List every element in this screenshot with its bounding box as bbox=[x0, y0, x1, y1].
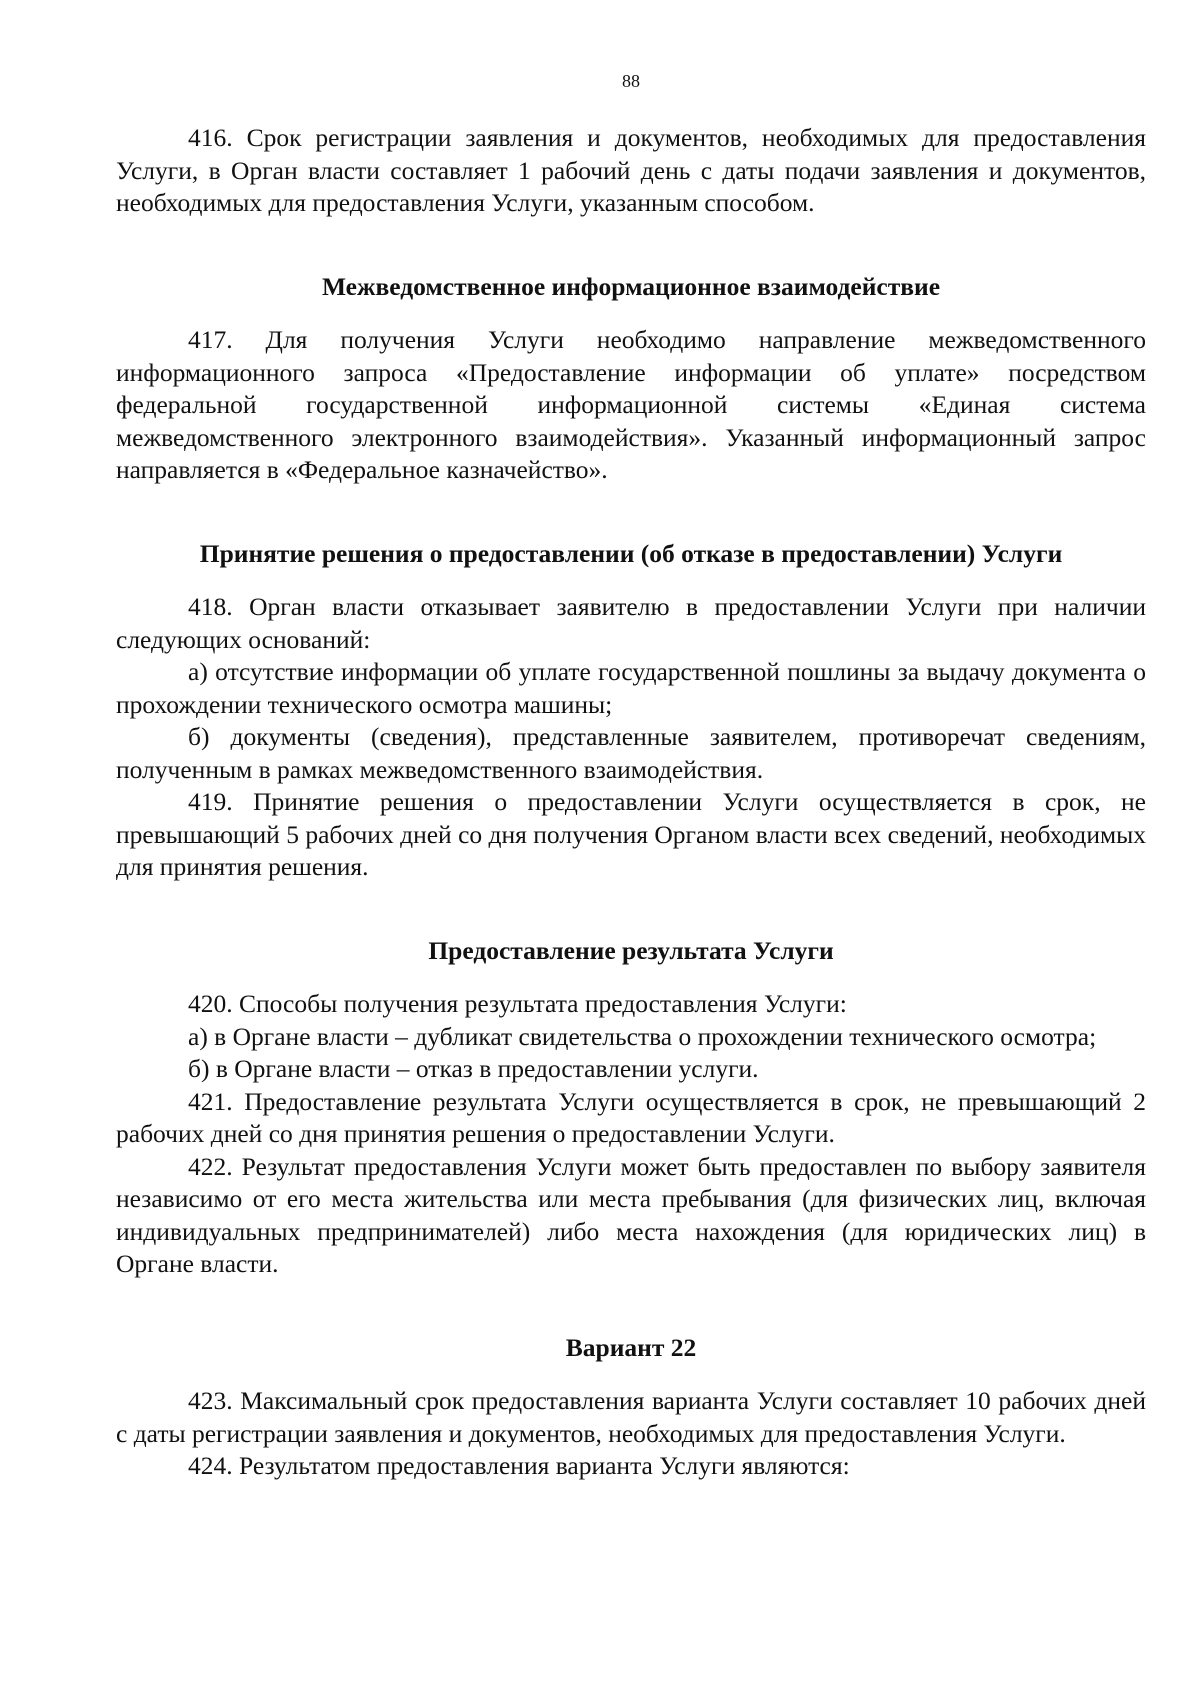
section-heading-interagency: Межведомственное информационное взаимодействие bbox=[321, 271, 941, 301]
spacer bbox=[116, 967, 1146, 988]
paragraph-424: 424. Результатом предоставления варианта Услуги являются: bbox=[188, 1451, 850, 1480]
spacer bbox=[116, 884, 1146, 935]
page-number: 88 bbox=[622, 71, 640, 91]
paragraph-417: 417. Для получения Услуги необходимо направление межведомственного информационного запроса «Предоставление информации об уплате» посредством федеральной государственной информационной системы «Единая система межведомственного электронного взаимодействия». Указанный информационный запрос направляется в «Федеральное казначейство». bbox=[116, 325, 1146, 484]
paragraph-418-b: б) документы (сведения), представленные заявителем, противоречат сведениям, полученным в рамках межведомственного взаимодействия. bbox=[116, 722, 1146, 784]
spacer bbox=[116, 1281, 1146, 1332]
spacer bbox=[116, 303, 1146, 324]
paragraph-422: 422. Результат предоставления Услуги может быть предоставлен по выбору заявителя независимо от его места жительства или места пребывания (для физических лиц, включая индивидуальных предпринимателей) либо места нахождения (для юридических лиц) в Органе власти. bbox=[116, 1151, 1146, 1278]
paragraph-418: 418. Орган власти отказывает заявителю в предоставлении Услуги при наличии следующих оснований: bbox=[116, 592, 1146, 654]
spacer bbox=[116, 570, 1146, 591]
document-body bbox=[116, 122, 1146, 1483]
paragraph-423: 423. Максимальный срок предоставления варианта Услуги составляет 10 рабочих дней с даты регистрации заявления и документов, необходимых для предоставления Услуги. bbox=[116, 1386, 1146, 1448]
paragraph-421: 421. Предоставление результата Услуги осуществляется в срок, не превышающий 2 рабочих дней со дня принятия решения о предоставлении Услуги. bbox=[116, 1086, 1146, 1148]
section-heading-variant-22: Вариант 22 bbox=[565, 1332, 697, 1362]
section-heading-result: Предоставление результата Услуги bbox=[428, 935, 834, 965]
paragraph-418-a: а) отсутствие информации об уплате государственной пошлины за выдачу документа о прохождении технического осмотра машины; bbox=[116, 657, 1146, 719]
paragraph-420-a: а) в Органе власти – дубликат свидетельства о прохождении технического осмотра; bbox=[188, 1021, 1097, 1051]
spacer bbox=[116, 487, 1146, 538]
paragraph-420: 420. Способы получения результата предоставления Услуги: bbox=[188, 989, 847, 1018]
section-heading-decision: Принятие решения о предоставлении (об отказе в предоставлении) Услуги bbox=[199, 538, 1063, 568]
paragraph-420-b: б) в Органе власти – отказ в предоставлении услуги. bbox=[188, 1054, 759, 1083]
paragraph-419: 419. Принятие решения о предоставлении Услуги осуществляется в срок, не превышающий 5 рабочих дней со дня получения Органом власти всех сведений, необходимых для принятия решения. bbox=[116, 787, 1146, 881]
spacer bbox=[116, 1364, 1146, 1385]
spacer bbox=[116, 220, 1146, 271]
paragraph-416: 416. Срок регистрации заявления и документов, необходимых для предоставления Услуги, в Орган власти составляет 1 рабочий день с даты подачи заявления и документов, необходимых для предоставления Услуги, указанным способом. bbox=[116, 123, 1146, 217]
